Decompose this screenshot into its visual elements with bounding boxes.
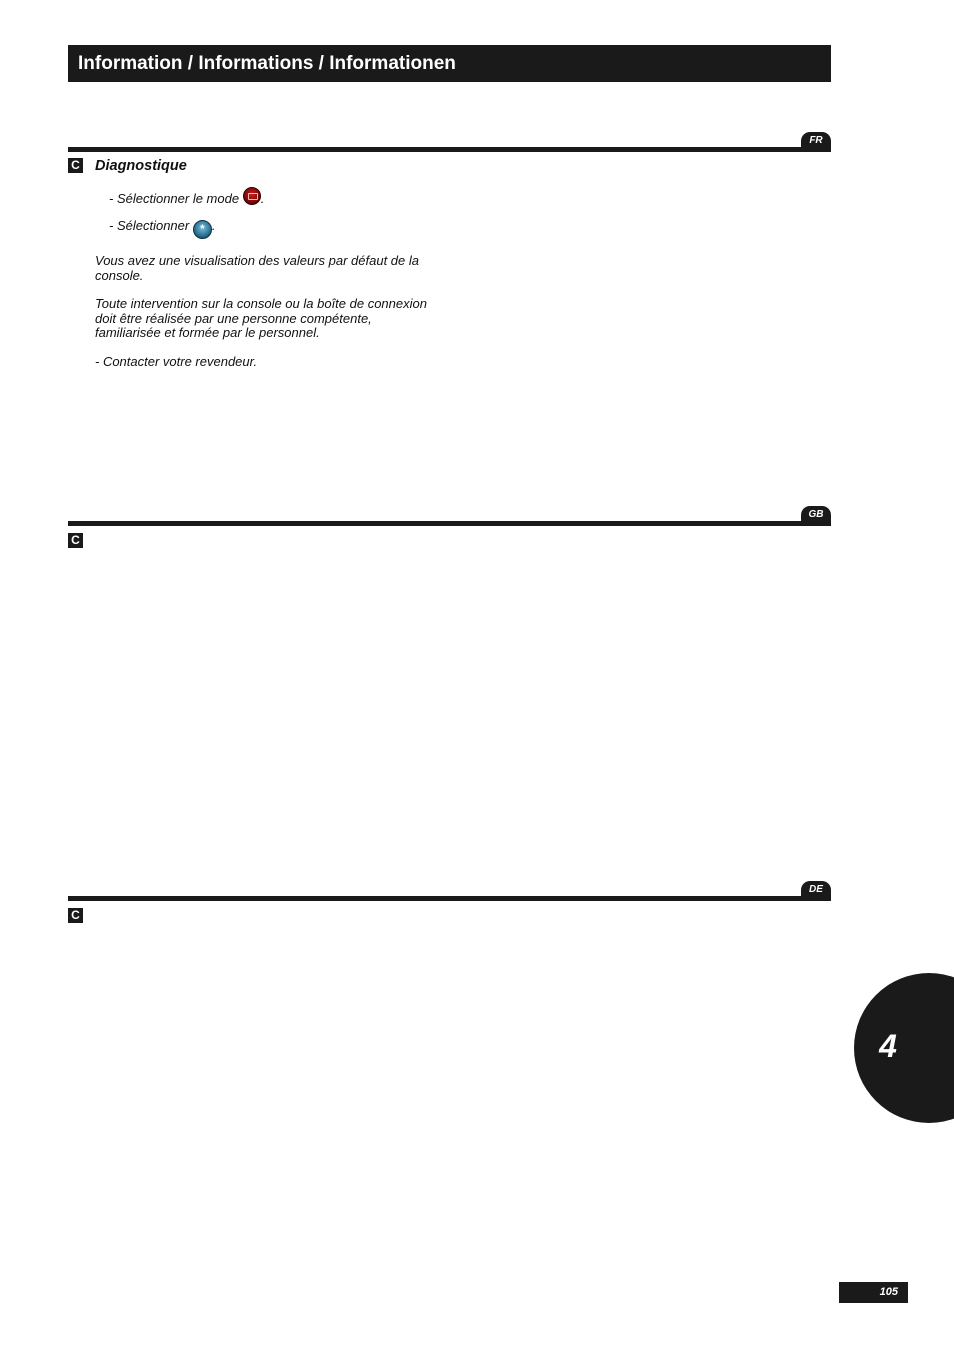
section-rule (68, 147, 831, 152)
lang-tab-fr: FR (801, 132, 831, 150)
chapter-number: 4 (879, 1028, 897, 1064)
section-de (68, 871, 831, 901)
header-title: Information / Informations / Informationen (78, 53, 456, 74)
star-button-icon: * (193, 220, 212, 239)
page-header (68, 45, 831, 82)
fr-paragraph-contact: - Contacter votre revendeur. (95, 353, 258, 369)
fr-paragraph-intervention: Toute intervention sur la console ou la boîte de connexion doit être réalisée par une personne compétente, familiarisée et formée par le personnel. (95, 296, 427, 340)
section-marker-fr: C (68, 158, 83, 173)
fr-step-select-star: - Sélectionner * . (109, 219, 440, 239)
section-rule (68, 521, 831, 526)
section-rule (68, 896, 831, 901)
lang-tab-de: DE (801, 881, 831, 899)
mode-button-icon (243, 187, 261, 205)
lang-tab-gb: GB (801, 506, 831, 524)
fr-content (95, 159, 440, 369)
section-marker-de: C (68, 908, 83, 923)
section-gb (68, 496, 831, 526)
fr-paragraph-visualisation: Vous avez une visualisation des valeurs par défaut de la console. (95, 253, 419, 283)
section-marker-gb: C (68, 533, 83, 548)
fr-section-title: Diagnostique (95, 158, 187, 174)
section-fr (68, 122, 831, 152)
fr-step-select-mode: - Sélectionner le mode . (109, 187, 440, 207)
page-number: 105 (839, 1282, 908, 1303)
